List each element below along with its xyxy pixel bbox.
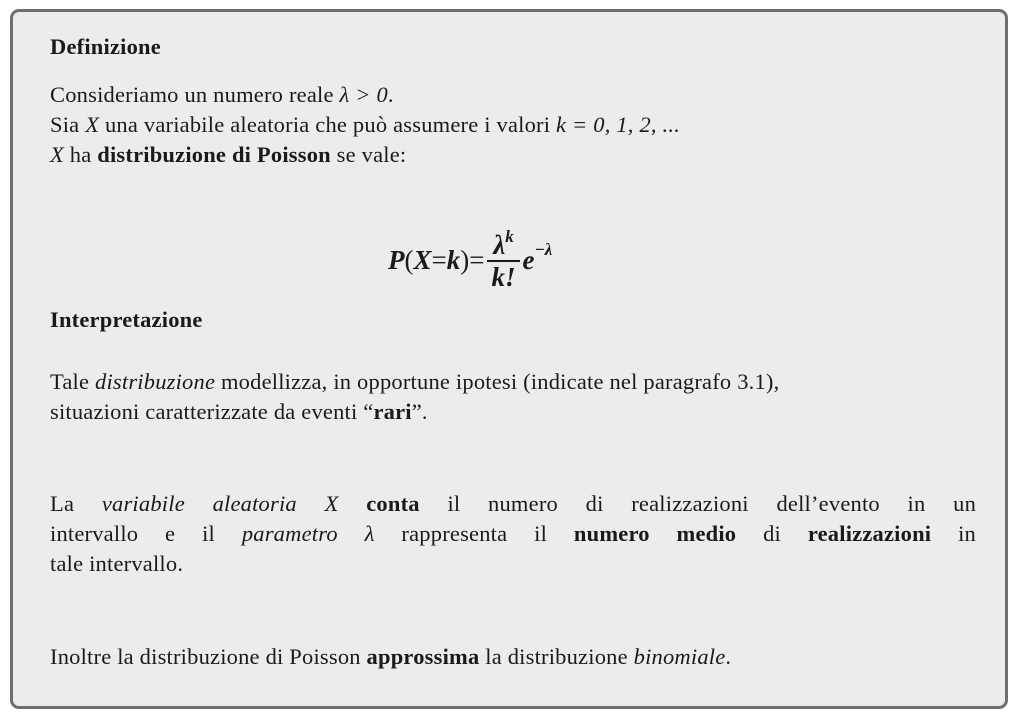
interpretation-heading [50,305,203,335]
math-var-x: X [85,112,100,137]
text: Tale [50,369,96,394]
text: . [725,644,732,669]
formula-exponent-neg-lambda: −λ [534,239,553,259]
bold-term-poisson: distribuzione di Poisson [97,142,331,167]
text: modellizza, in opportune ipotesi (indicate nel paragrafo 3.1), [215,369,780,394]
interpretation-para1-line1 [50,367,779,397]
text: Inoltre la distribuzione di Poisson [50,644,367,669]
formula-denominator: k! [491,262,516,292]
formula-lambda: λ [493,230,506,260]
interpretation-heading-text: Interpretazione [50,307,203,332]
text: . [387,82,394,107]
formula-k: k [446,244,461,275]
text: tale intervallo. [50,551,184,576]
formula-equals: = [469,244,485,275]
definition-line-3 [50,140,406,170]
definition-heading [50,32,161,62]
formula-equals: = [431,244,447,275]
text: ha [63,142,98,167]
formula-exponent-k: k [505,227,514,246]
formula-p: P [388,244,405,275]
poisson-formula [388,225,552,295]
interpretation-para2-line1 [50,489,976,519]
math-var-x: X [324,491,339,516]
text: la distribuzione [479,644,634,669]
text: il numero di realizzazioni dell’evento in un [447,491,977,516]
math-k-values: k = 0, 1, 2, ... [556,112,681,137]
text: Sia [50,112,86,137]
text: una variabile aleatoria che può assumere i valori [99,112,557,137]
text: di [736,521,808,546]
definition-line-1 [50,80,394,110]
definition-box [10,9,1008,709]
math-lambda: λ [364,521,375,546]
text: ”. [411,399,428,424]
text: se vale: [330,142,407,167]
italic-term: distribuzione [95,369,216,394]
formula-paren: ) [460,244,470,275]
text: in [931,521,976,546]
interpretation-para3 [50,642,731,672]
bold-term-realizzazioni: realizzazioni [807,521,932,546]
formula-fraction [487,227,519,292]
text: La [50,491,75,516]
italic-term-binomiale: binomiale [633,644,726,669]
text: rappresenta il [374,521,574,546]
definition-heading-text: Definizione [50,34,161,59]
interpretation-para2-line2 [50,519,976,549]
interpretation-para1-line2 [50,397,428,427]
formula-exponential [522,239,553,276]
definition-line-2 [50,110,680,140]
bold-term-conta: conta [366,491,420,516]
italic-term: variabile aleatoria [101,491,297,516]
math-var-x: X [50,142,64,167]
bold-term-approssima: approssima [366,644,480,669]
formula-x: X [413,244,432,275]
text: Consideriamo un numero reale [50,82,340,107]
formula-paren: ( [404,244,414,275]
bold-term-rari: rari [373,399,412,424]
text: intervallo e il [50,521,242,546]
italic-term: parametro [241,521,338,546]
interpretation-para2-line3 [50,549,183,579]
formula-e: e [522,244,535,275]
text: situazioni caratterizzate da eventi “ [50,399,374,424]
bold-term-numero-medio: numero medio [573,521,737,546]
formula-numerator [489,227,517,260]
math-lambda-positive: λ > 0 [339,82,388,107]
